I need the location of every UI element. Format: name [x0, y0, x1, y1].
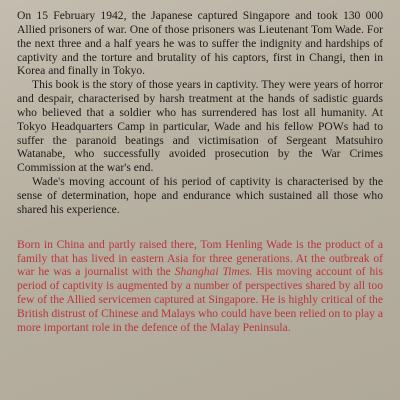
blurb — [17, 9, 383, 217]
blurb-paragraph-2: This book is the story of those years in captivity. They were years of horror and despair, characterised by harsh treatment at the hands of sadistic guards who believed that a soldier who has surrendered has lost all humanity. At Tokyo Headquarters Camp in particular, Wade and his fellow POWs had to suffer the paranoid beatings and victimisation of Sergeant Matsuhiro Watanabe, who successfully avoided prosecution by the War Crimes Commission at the war's end. — [17, 78, 383, 175]
author-bio-paragraph — [17, 238, 383, 335]
blurb-paragraph-1: On 15 February 1942, the Japanese captured Singapore and took 130 000 Allied prisoners of war. One of those prisoners was Lieutenant Tom Wade. For the next three and a half years he was to suffer the indignity and hardships of captivity and the torture and brutality of his captors, first in Changi, then in Korea and finally in Tokyo. — [17, 9, 383, 78]
bio-text-2: His moving account of his period of captivity is augmented by a number of perspectives shared by all too few of the Allied servicemen captured at Singapore. He is highly critical of the British distrust of Chinese and Malays who could have been relied on to play a more important role in the defence of the Malay Peninsula. — [17, 265, 384, 334]
blurb-paragraph-3: Wade's moving account of his period of captivity is characterised by the sense of determination, hope and endurance which sustained all those who shared his experience. — [17, 175, 383, 216]
author-bio — [17, 238, 383, 335]
publication-name: Shanghai Times. — [174, 265, 253, 279]
bio-text-1: Born in China and partly raised there, Tom Henling Wade is the product of a family that has lived in eastern Asia for three generations. At the outbreak of war he was a journalist with the — [17, 237, 383, 279]
